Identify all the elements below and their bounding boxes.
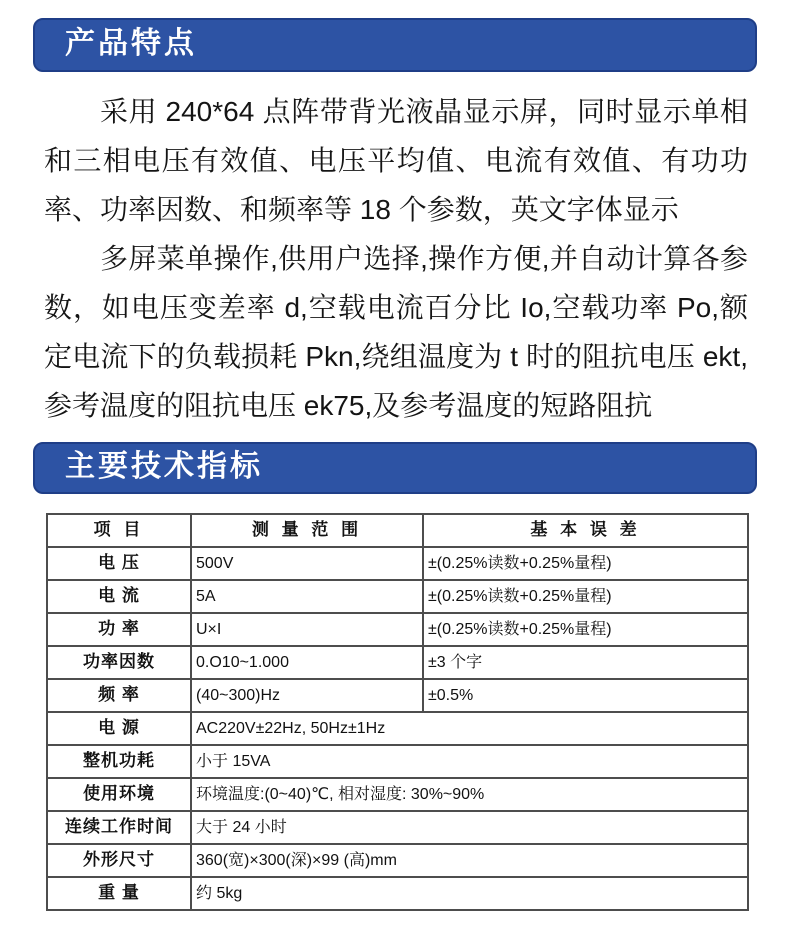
spec-item-label: 功率因数 (47, 646, 191, 679)
spec-range-value: 500V (191, 547, 423, 580)
spec-item-label: 重 量 (47, 877, 191, 910)
spec-table-body (47, 547, 748, 910)
table-row (47, 547, 748, 580)
section-header-product-features (33, 18, 757, 72)
section-header-technical-specs (33, 442, 757, 494)
table-row (47, 844, 748, 877)
spec-item-label: 电 源 (47, 712, 191, 745)
features-paragraph-2: 多屏菜单操作,供用户选择,操作方便,并自动计算各参数，如电压变差率 d,空载电流百分比 Io,空载功率 Po,额定电流下的负载损耗 Pkn,绕组温度为 t 时的阻抗电压 ekt,参考温度的阻抗电压 ek75,及参考温度的短路阻抗 (44, 243, 748, 421)
section-title-product-features: 产品特点 (65, 26, 197, 60)
spec-range-value: 约 5kg (191, 877, 748, 910)
spec-table-header-item: 项 目 (47, 514, 191, 547)
spec-table-header-range: 测 量 范 围 (191, 514, 423, 547)
spec-range-value: 小于 15VA (191, 745, 748, 778)
spec-range-value: U×I (191, 613, 423, 646)
spec-item-label: 电 压 (47, 547, 191, 580)
table-row (47, 679, 748, 712)
spec-table-container (46, 513, 747, 911)
section-title-technical-specs: 主要技术指标 (65, 449, 263, 483)
spec-table (46, 513, 749, 911)
table-row (47, 646, 748, 679)
table-row (47, 811, 748, 844)
spec-item-label: 电 流 (47, 580, 191, 613)
spec-range-value: (40~300)Hz (191, 679, 423, 712)
spec-error-value: ±0.5% (423, 679, 748, 712)
spec-range-value: 环境温度:(0~40)℃, 相对湿度: 30%~90% (191, 778, 748, 811)
spec-error-value: ±(0.25%读数+0.25%量程) (423, 613, 748, 646)
spec-range-value: AC220V±22Hz, 50Hz±1Hz (191, 712, 748, 745)
spec-table-header-row (47, 514, 748, 547)
features-paragraphs (44, 87, 748, 430)
table-row (47, 580, 748, 613)
spec-range-value: 5A (191, 580, 423, 613)
spec-error-value: ±(0.25%读数+0.25%量程) (423, 580, 748, 613)
table-row (47, 613, 748, 646)
spec-item-label: 使用环境 (47, 778, 191, 811)
spec-range-value: 360(宽)×300(深)×99 (高)mm (191, 844, 748, 877)
spec-error-value: ±3 个字 (423, 646, 748, 679)
spec-item-label: 外形尺寸 (47, 844, 191, 877)
spec-error-value: ±(0.25%读数+0.25%量程) (423, 547, 748, 580)
features-paragraph-1: 采用 240*64 点阵带背光液晶显示屏，同时显示单相和三相电压有效值、电压平均值、电流有效值、有功功率、功率因数、和频率等 18 个参数，英文字体显示 (44, 96, 748, 225)
table-row (47, 778, 748, 811)
spec-item-label: 频 率 (47, 679, 191, 712)
spec-item-label: 连续工作时间 (47, 811, 191, 844)
spec-range-value: 0.O10~1.000 (191, 646, 423, 679)
table-row (47, 745, 748, 778)
spec-item-label: 整机功耗 (47, 745, 191, 778)
table-row (47, 877, 748, 910)
spec-item-label: 功 率 (47, 613, 191, 646)
table-row (47, 712, 748, 745)
spec-range-value: 大于 24 小时 (191, 811, 748, 844)
spec-table-header-error: 基 本 误 差 (423, 514, 748, 547)
